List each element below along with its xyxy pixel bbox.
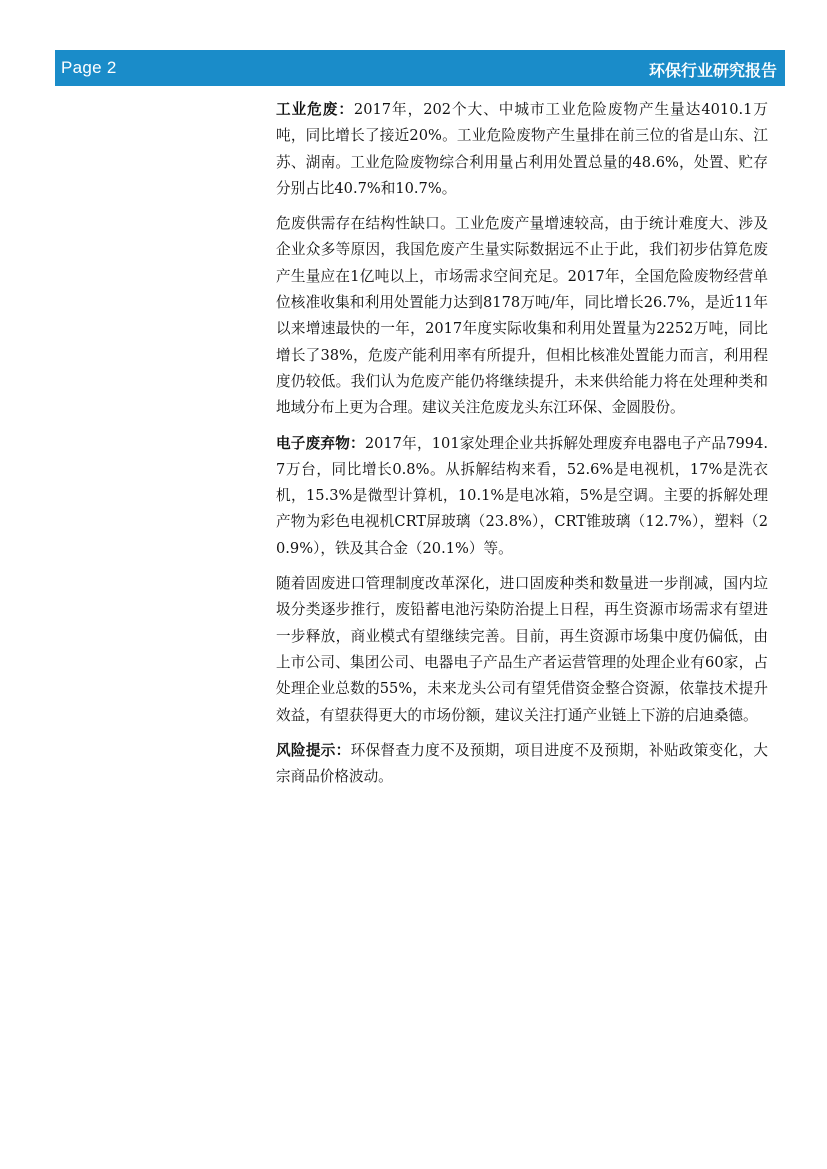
- paragraph-risk-warning: [276, 738, 768, 791]
- paragraph-text: 危废供需存在结构性缺口。工业危废产量增速较高，由于统计难度大、涉及企业众多等原因，我国危废产生量实际数据远不止于此，我们初步估算危废产生量应在1亿吨以上，市场需求空间充足。2017年，全国危险废物经营单位核准收集和利用处置能力达到8178万吨/年，同比增长26.7%，是近11年以来增速最快的一年，2017年度实际收集和利用处置量为2252万吨，同比增长了38%，危废产能利用率有所提升，但相比核准处置能力而言，利用程度仍较低。我们认为危废产能仍将继续提升，未来供给能力将在处理种类和地域分布上更为合理。建议关注危废龙头东江环保、金圆股份。: [276, 215, 768, 417]
- paragraph-lead: 电子废弃物：: [276, 434, 365, 452]
- paragraph-lead: 工业危废：: [276, 101, 354, 118]
- page-number: Page 2: [61, 58, 117, 77]
- paragraph-text: 环保督查力度不及预期，项目进度不及预期，补贴政策变化，大宗商品价格波动。: [276, 741, 768, 786]
- paragraph-text: 2017年，101家处理企业共拆解处理废弃电器电子产品7994.7万台，同比增长0.8%。从拆解结构来看，52.6%是电视机，17%是洗衣机，15.3%是微型计算机，10.1%是电冰箱，5%是空调。主要的拆解处理产物为彩色电视机CRT屏玻璃（23.8%），CRT锥玻璃（12.7%），塑料（20.9%），铁及其合金（20.1%）等。: [276, 434, 768, 557]
- paragraph-lead: 风险提示：: [276, 741, 351, 759]
- paragraph-hazardous-waste-supply-demand: [276, 211, 768, 421]
- paragraph-electronic-waste: [276, 431, 768, 562]
- paragraph-industrial-hazardous-waste: [276, 97, 768, 202]
- paragraph-solid-waste-import-reform: [276, 571, 768, 729]
- report-title: 环保行业研究报告: [648, 63, 777, 80]
- page-header-bar: [55, 50, 785, 86]
- paragraph-text: 随着固废进口管理制度改革深化，进口固废种类和数量进一步削减，国内垃圾分类逐步推行，废铅蓄电池污染防治提上日程，再生资源市场需求有望进一步释放，商业模式有望继续完善。目前，再生资源市场集中度仍偏低，由上市公司、集团公司、电器电子产品生产者运营管理的处理企业有60家，占处理企业总数的55%，未来龙头公司有望凭借资金整合资源，依靠技术提升效益，有望获得更大的市场份额，建议关注打通产业链上下游的启迪桑德。: [276, 575, 768, 724]
- paragraph-text: 2017年，202个大、中城市工业危险废物产生量达4010.1万吨，同比增长了接近20%。工业危险废物产生量排在前三位的省是山东、江苏、湖南。工业危险废物综合利用量占利用处置总量的48.6%，处置、贮存分别占比40.7%和10.7%。: [276, 101, 768, 197]
- report-body: [276, 97, 768, 799]
